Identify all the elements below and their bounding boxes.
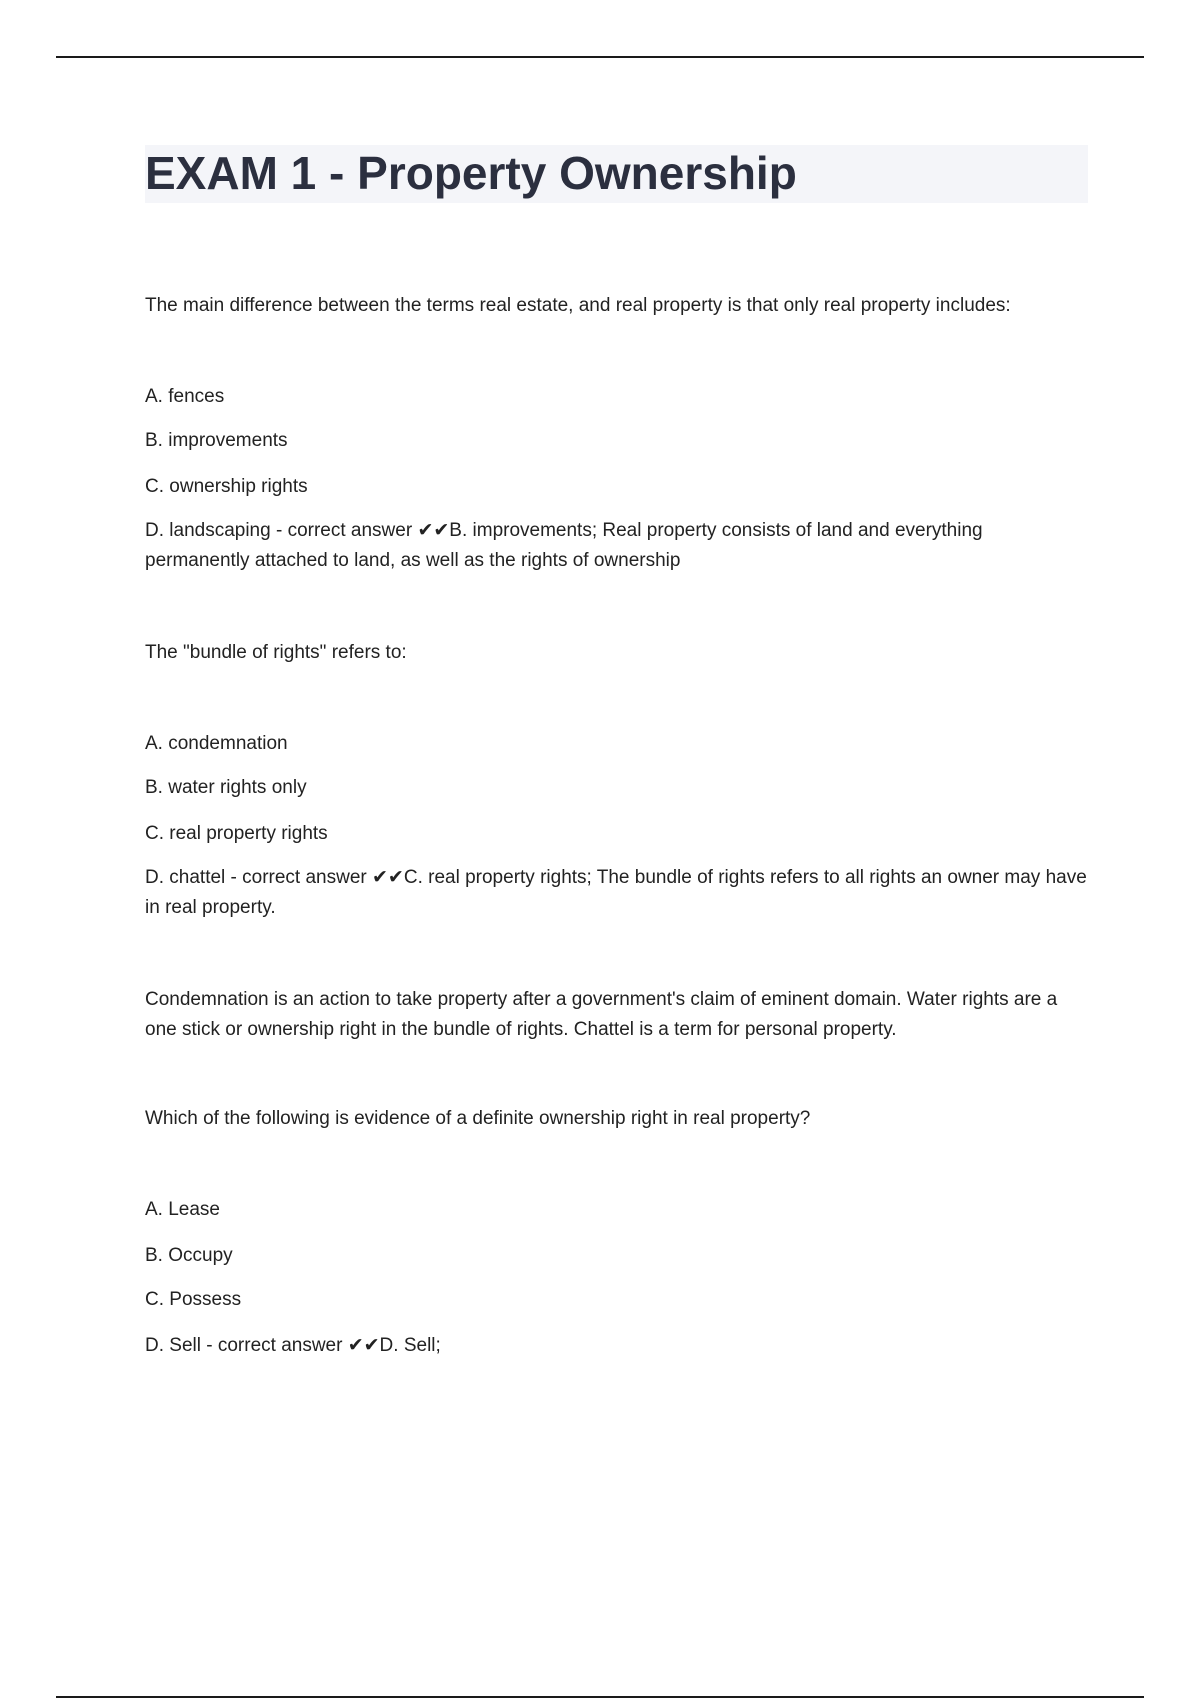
question-1-prompt: The main difference between the terms real estate, and real property is that only real property includes: xyxy=(145,295,1011,316)
question-2-option-c: C. real property rights xyxy=(145,823,328,844)
question-1-option-b: B. improvements xyxy=(145,430,288,451)
question-2-prompt: The "bundle of rights" refers to: xyxy=(145,642,407,663)
question-3-option-b: B. Occupy xyxy=(145,1245,233,1266)
question-3-prompt: Which of the following is evidence of a definite ownership right in real property? xyxy=(145,1108,811,1129)
question-1-option-a: A. fences xyxy=(145,386,225,407)
question-3-option-a: A. Lease xyxy=(145,1199,220,1220)
question-2-option-d-answer: D. chattel - correct answer ✔✔C. real property rights; The bundle of rights refers to all rights an owner may have in real property. xyxy=(145,867,1087,918)
top-divider xyxy=(56,56,1144,58)
question-2-option-a: A. condemnation xyxy=(145,733,288,754)
question-1-option-d-answer: D. landscaping - correct answer ✔✔B. improvements; Real property consists of land and everything permanently attached to land, as well as the rights of ownership xyxy=(145,520,983,571)
bottom-divider xyxy=(56,1696,1144,1698)
question-3-option-c: C. Possess xyxy=(145,1289,242,1310)
question-3-option-d-answer: D. Sell - correct answer ✔✔D. Sell; xyxy=(145,1335,441,1356)
question-2-option-b: B. water rights only xyxy=(145,777,307,798)
page-title: EXAM 1 - Property Ownership xyxy=(145,147,797,199)
question-1-option-c: C. ownership rights xyxy=(145,476,308,497)
question-2-explanation: Condemnation is an action to take property after a government's claim of eminent domain. Water rights are a one stick or ownership right in the bundle of rights. Chattel is a term for personal property. xyxy=(145,989,1058,1040)
